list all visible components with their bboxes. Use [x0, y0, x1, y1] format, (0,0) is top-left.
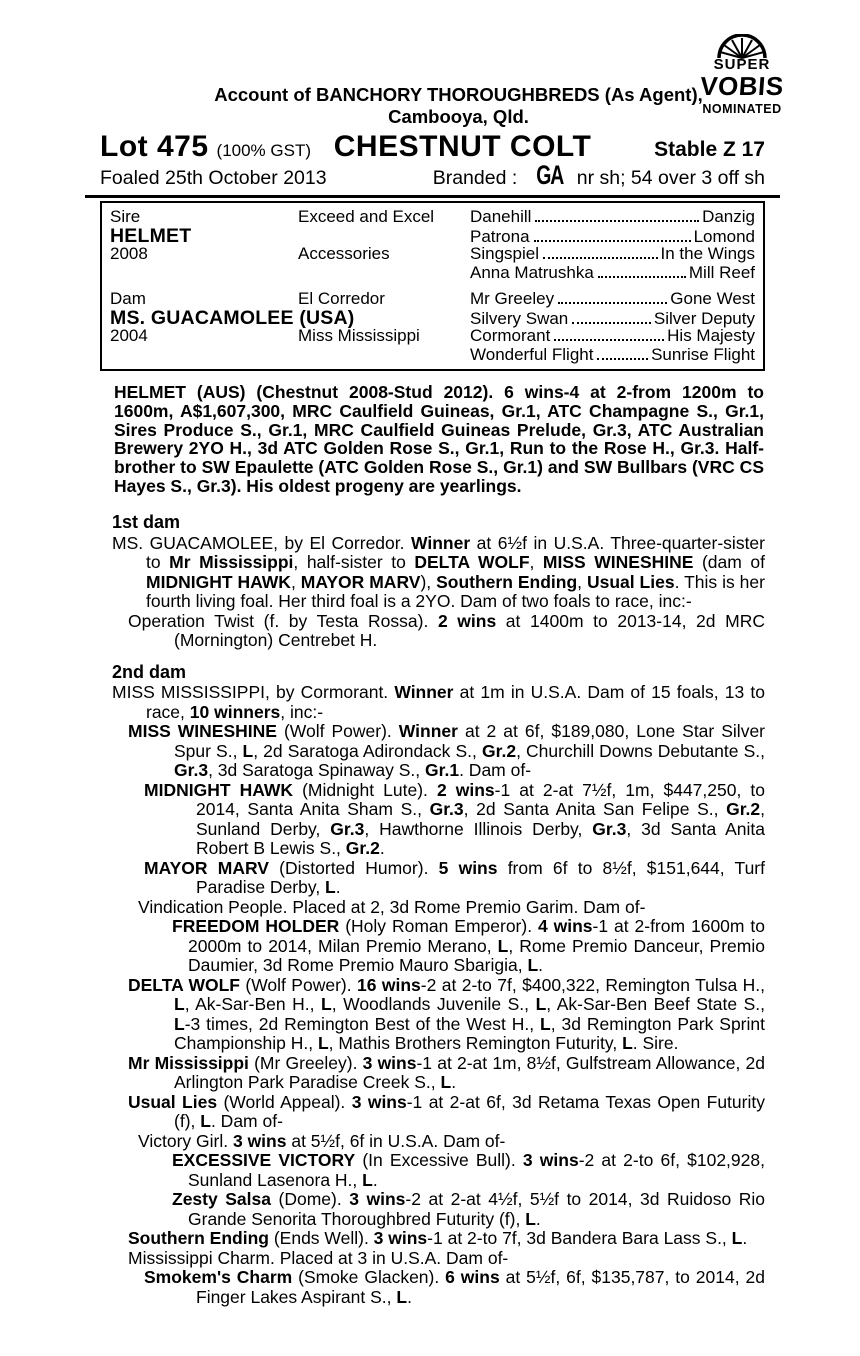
foaled-row — [100, 159, 765, 190]
grandparent-sire-name: Gone West — [670, 289, 755, 308]
pedigree-paragraph: Usual Lies (World Appeal). 3 wins-1 at 2-at 6f, 3d Retama Texas Open Futurity (f), L. Dam of- — [128, 1091, 765, 1132]
page-title: CHESTNUT COLT — [333, 130, 592, 163]
section-heading: 1st dam — [112, 512, 181, 533]
pedigree-paragraph: Mississippi Charm. Placed at 3 in U.S.A. Dam of- — [128, 1247, 509, 1268]
pedigree-paragraph: MAYOR MARV (Distorted Humor). 5 wins from 6f to 8½f, $151,644, Turf Paradise Derby, L. — [144, 857, 765, 898]
sire-block — [110, 208, 755, 282]
pedigree-grandparent-line — [470, 327, 755, 346]
dotted-leader — [597, 358, 648, 360]
vendor-account — [152, 84, 765, 128]
grandparent-sire-name: Mill Reef — [688, 262, 755, 282]
grandparent-sire-name: In the Wings — [660, 244, 755, 263]
page-content — [100, 0, 765, 1307]
pedigree-paragraph: Victory Girl. 3 wins at 5½f, 6f in U.S.A. Dam of- — [138, 1130, 506, 1151]
grandparent-name: Patrona — [470, 226, 530, 246]
grandparent-sire-name: Danzig — [702, 207, 755, 226]
grandparent-sire-name: His Majesty — [667, 326, 755, 345]
account-line-1: Account of BANCHORY THOROUGHBREDS (As Agent), — [214, 84, 703, 105]
pedigree-role-label: Sire — [110, 207, 141, 226]
gst-note: (100% GST) — [216, 141, 312, 160]
grandparent-sire-name: Sunrise Flight — [651, 344, 755, 364]
pedigree-parent-name: El Corredor — [298, 289, 385, 308]
dotted-leader — [554, 339, 664, 341]
pedigree-paragraph: Vindication People. Placed at 2, 3d Rome Premio Garim. Dam of- — [138, 896, 646, 917]
dotted-leader — [558, 302, 667, 304]
pedigree-role-label: Dam — [110, 289, 146, 308]
grandparent-name: Silvery Swan — [470, 308, 569, 328]
badge-super-text: SUPER — [713, 56, 771, 73]
pedigree-paragraph: MISS MISSISSIPPI, by Cormorant. Winner at 1m in U.S.A. Dam of 15 foals, 13 to race, 10 winners, inc:- — [112, 682, 765, 722]
grandparent-name: Singspiel — [470, 244, 539, 263]
pedigree-paragraph: Mr Mississippi (Mr Greeley). 3 wins-1 at 2-at 1m, 8½f, Gulfstream Allowance, 2d Arlington Park Paradise Creek S., L. — [128, 1052, 765, 1093]
pedigree-paragraph: Southern Ending (Ends Well). 3 wins-1 at 2-to 7f, 3d Bandera Bara Lass S., L. — [128, 1228, 748, 1249]
grandparent-name: Wonderful Flight — [470, 344, 594, 364]
pedigree-paragraph: MIDNIGHT HAWK (Midnight Lute). 2 wins-1 at 2-at 7½f, 1m, $447,250, to 2014, Santa Anita Sham S., Gr.3, 2d Santa Anita San Felipe S., Gr.2, Sunland Derby, Gr.3, Hawthorne Illinois Derby, Gr.3, 3d Santa Anita Robert B Lewis S., Gr.2. — [144, 779, 766, 859]
pedigree-table — [100, 201, 765, 371]
grandparent-name: Mr Greeley — [470, 289, 555, 308]
dotted-leader — [534, 240, 691, 242]
dam-year: 2004 — [110, 326, 148, 345]
pedigree-paragraph: DELTA WOLF (Wolf Power). 16 wins-2 at 2-to 7f, $400,322, Remington Tulsa H., L, Ak-Sar-Ben H., L, Woodlands Juvenile S., L, Ak-Sar-Ben Beef State S., L-3 times, 2d Remington Best of the West H., L, 3d Remington Park Sprint Championship H., L, Mathis Brothers Remington Futurity, L. Sire. — [128, 974, 765, 1054]
pedigree-paragraph: EXCESSIVE VICTORY (In Excessive Bull). 3 wins-2 at 2-to 6f, $102,928, Sunland Lasenora H., L. — [172, 1150, 765, 1190]
pedigree-grandparent-line — [470, 290, 755, 309]
dotted-leader — [598, 276, 686, 278]
section-heading: 2nd dam — [112, 661, 187, 682]
dotted-leader — [535, 220, 699, 222]
lot-number: Lot 475 — [100, 130, 209, 163]
grandparent-name: Cormorant — [470, 326, 551, 345]
sire-name: HELMET — [110, 224, 192, 247]
grandparent-sire-name: Lomond — [693, 226, 755, 246]
dam-block — [110, 290, 755, 364]
account-line-2: Cambooya, Qld. — [388, 106, 529, 127]
brand-group — [432, 159, 765, 190]
header-divider — [85, 195, 780, 198]
lot-row — [100, 130, 765, 163]
pedigree-sections — [100, 513, 765, 1307]
branded-label: Branded : — [432, 166, 518, 189]
pedigree-paragraph: MS. GUACAMOLEE, by El Corredor. Winner at 6½f in U.S.A. Three-quarter-sister to Mr Mississippi, half-sister to DELTA WOLF, MISS WINESHINE (dam of MIDNIGHT HAWK, MAYOR MARV), Southern Ending, Usual Lies. This is her fourth living foal. Her third foal is a 2YO. Dam of two foals to race, inc:- — [112, 532, 765, 612]
stable-number: Stable Z 17 — [654, 138, 765, 161]
dotted-leader — [543, 257, 658, 259]
grandparent-name: Anna Matrushka — [470, 262, 594, 282]
pedigree-grandparent-line — [470, 264, 755, 283]
pedigree-paragraph: Operation Twist (f. by Testa Rossa). 2 wins at 1400m to 2013-14, 2d MRC (Mornington) Centrebet H. — [128, 610, 765, 651]
pedigree-paragraph: FREEDOM HOLDER (Holy Roman Emperor). 4 wins-1 at 2-from 1600m to 2000m to 2014, Milan Premio Merano, L, Rome Premio Danceur, Premio Daumier, 3d Rome Premio Mauro Sbarigia, L. — [172, 916, 765, 976]
pedigree-paragraph: Zesty Salsa (Dome). 3 wins-2 at 2-at 4½f, 5½f to 2014, 3d Ruidoso Rio Grande Senorita Thoroughbred Futurity (f), L. — [172, 1189, 765, 1229]
foaled-date: Foaled 25th October 2013 — [100, 166, 327, 189]
pedigree-grandparent-line — [470, 346, 755, 365]
grandparent-name: Danehill — [470, 207, 532, 226]
sire-note: HELMET (AUS) (Chestnut 2008-Stud 2012). 6 wins-4 at 2-from 1200m to 1600m, A$1,607,300, MRC Caulfield Guineas, Gr.1, ATC Champagne S., Gr.1, Sires Produce S., Gr.1, MRC Caulfield Guineas Prelude, Gr.3, ATC Australian Brewery 2YO H., 3d ATC Golden Rose S., Gr.1, Run to the Rose H., Gr.3. Half-brother to SW Epaulette (ATC Golden Rose S., Gr.1) and SW Bullbars (VRC CS Hayes S., Gr.3). His oldest progeny are yearlings. — [114, 382, 764, 496]
brand-description: nr sh; 54 over 3 off sh — [576, 166, 765, 189]
pedigree-paragraph: Smokem's Charm (Smoke Glacken). 6 wins at 5½f, 6f, $135,787, to 2014, 2d Finger Lakes Aspirant S., L. — [144, 1267, 765, 1307]
sire-year: 2008 — [110, 244, 148, 263]
brand-mark: GA — [536, 159, 564, 190]
dotted-leader — [572, 322, 651, 324]
grandparent-sire-name: Silver Deputy — [653, 308, 755, 328]
dam-name: MS. GUACAMOLEE (USA) — [110, 306, 355, 329]
pedigree-parent-name: Accessories — [298, 244, 390, 263]
badge-nominated-text: NOMINATED — [702, 102, 782, 116]
pedigree-grandparent-line — [470, 208, 755, 227]
pedigree-grandparent-line — [470, 245, 755, 264]
pedigree-parent-name: Miss Mississippi — [298, 326, 420, 345]
pedigree-paragraph: MISS WINESHINE (Wolf Power). Winner at 2 at 6f, $189,080, Lone Star Silver Spur S., L, 2d Saratoga Adirondack S., Gr.2, Churchill Downs Debutante S., Gr.3, 3d Saratoga Spinaway S., Gr.1. Dam of- — [128, 721, 766, 781]
pedigree-parent-name: Exceed and Excel — [298, 207, 435, 226]
badge-vobis-text: VOBIS — [699, 71, 785, 101]
